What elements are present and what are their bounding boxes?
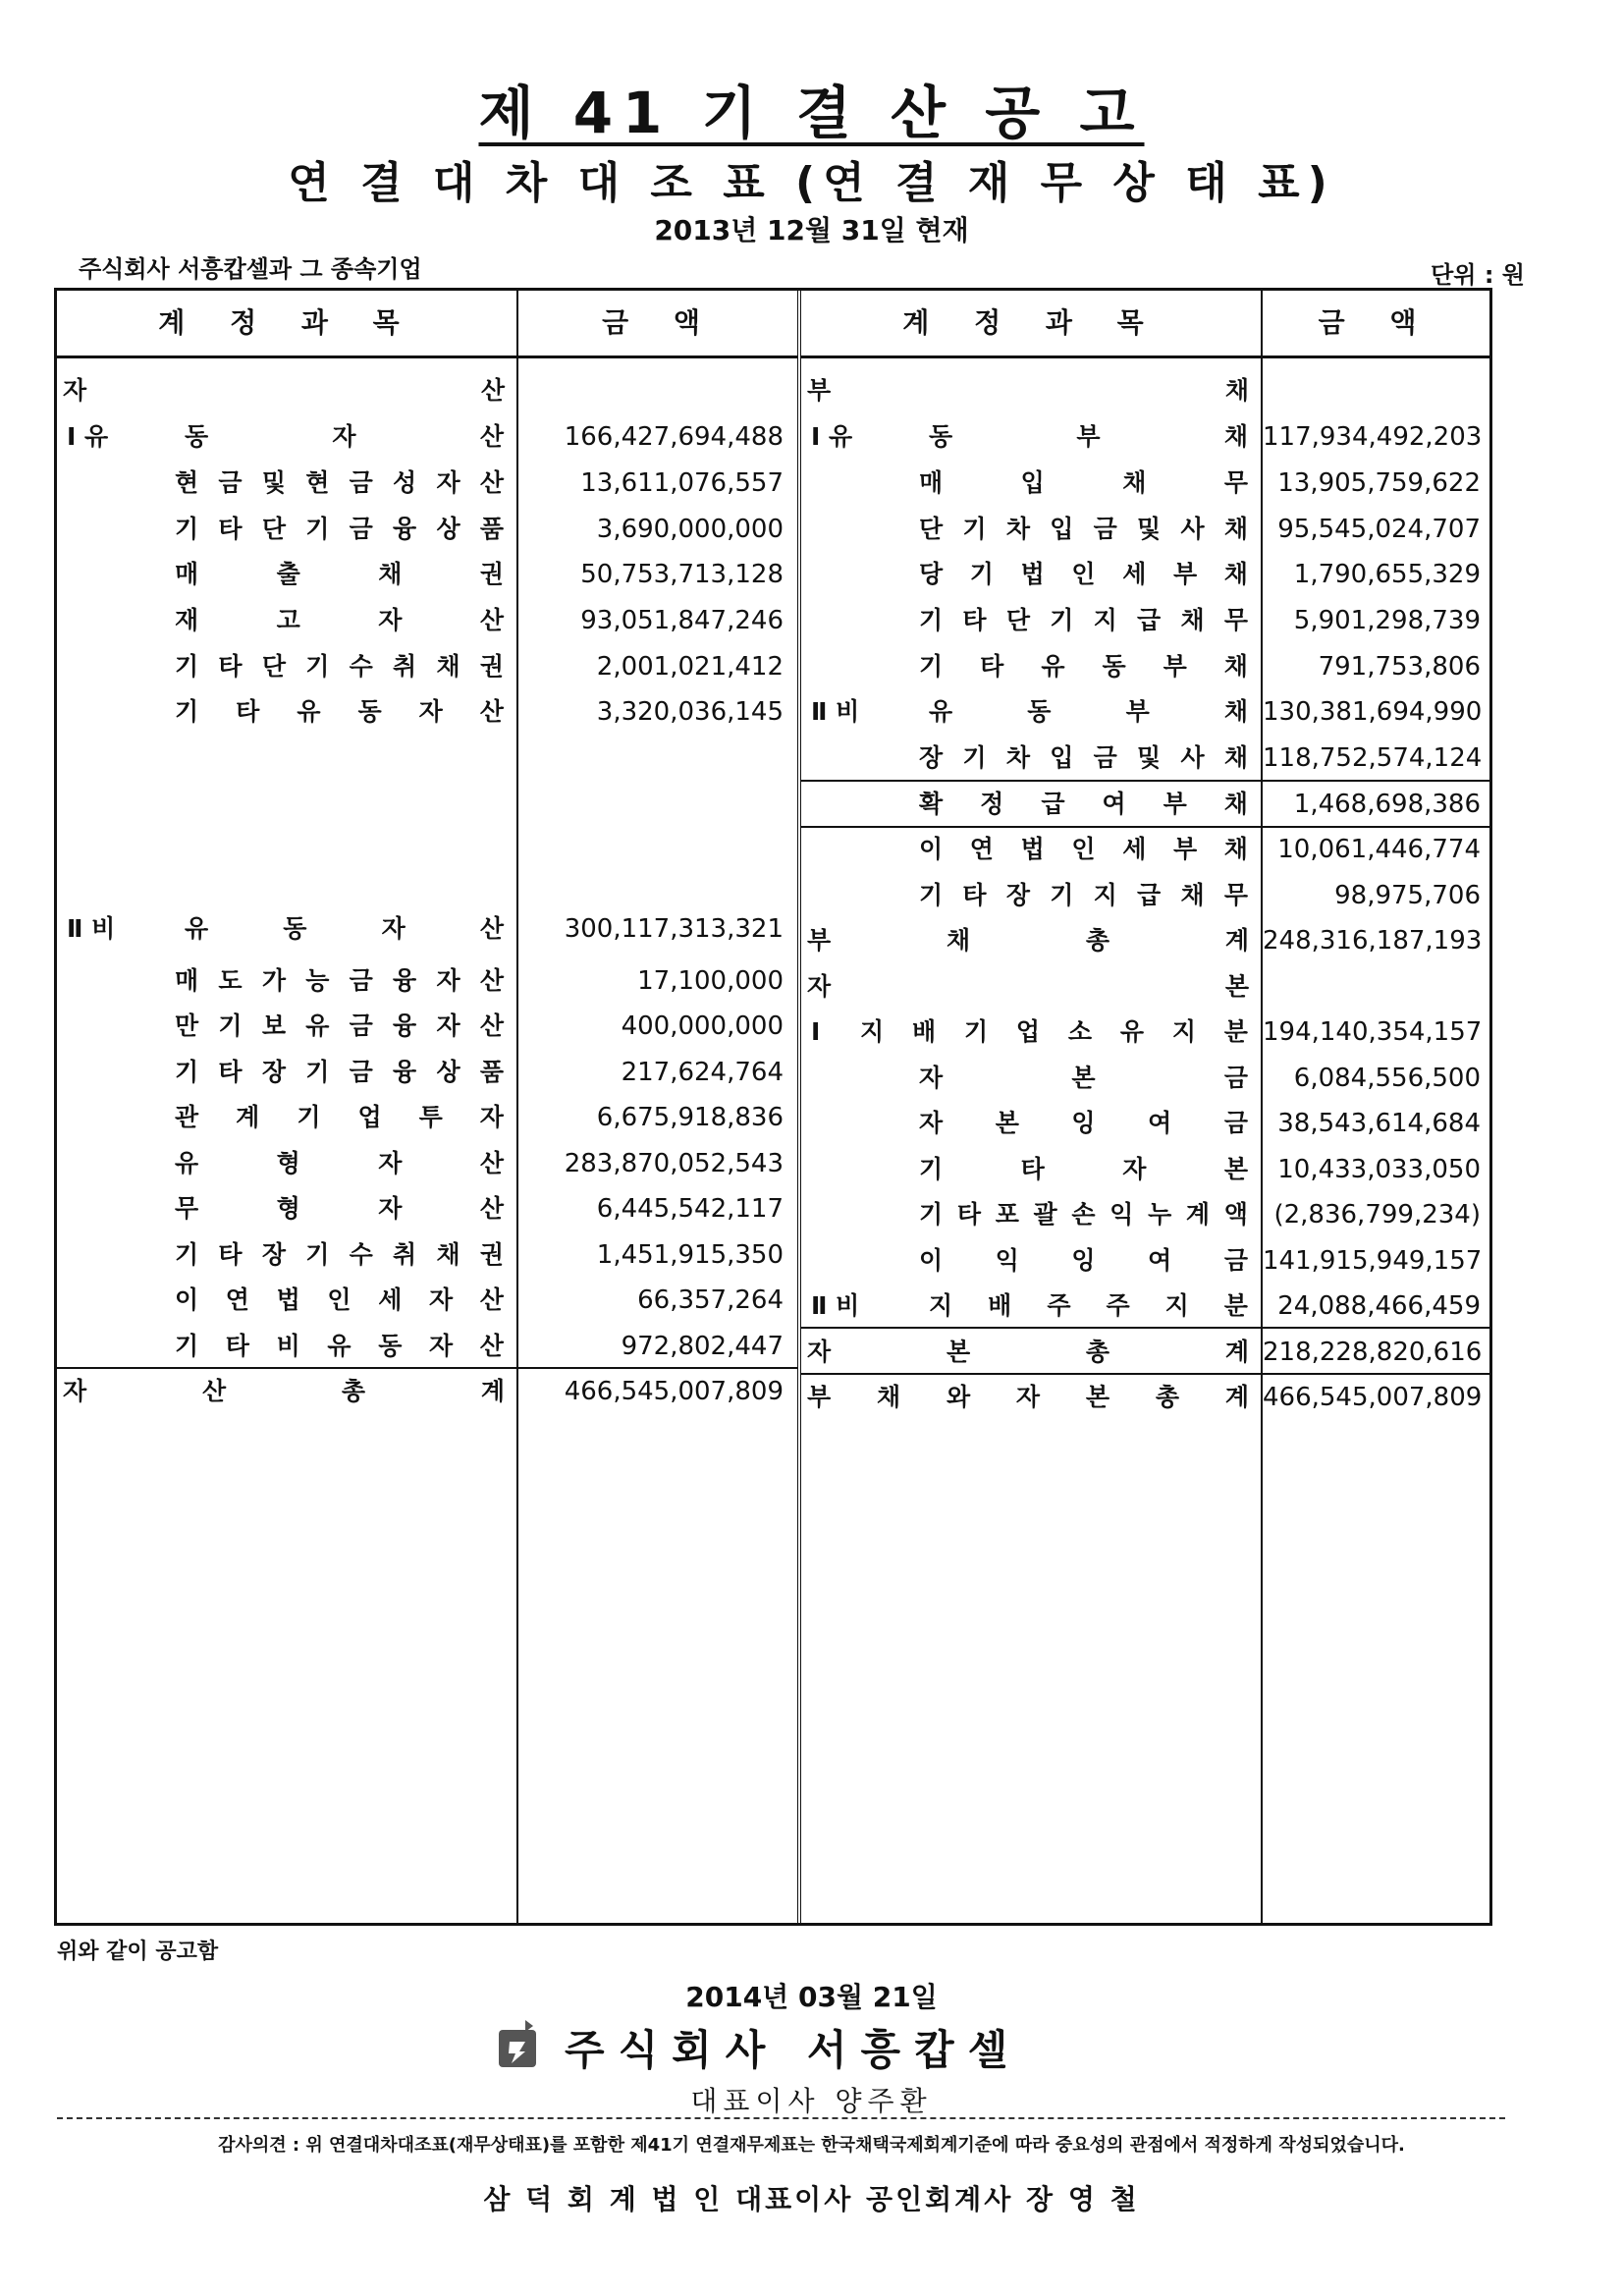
account-name: 매 출 채 권 <box>175 560 504 588</box>
company-label: 주식회사 서흥캅셀과 그 종속기업 <box>79 255 422 283</box>
account-name: 기 타 단 기 지 급 채 무 <box>919 606 1248 634</box>
account-amount <box>1263 368 1481 413</box>
row-divider <box>801 1373 1489 1375</box>
table-row <box>57 461 797 506</box>
table-header <box>57 291 797 358</box>
account-amount: 118,752,574,124 <box>1263 743 1483 773</box>
table-row <box>801 873 1489 918</box>
account-name: 자 본 <box>807 972 1249 1001</box>
header-account: 계 정 과 목 <box>902 306 1162 339</box>
account-name: 자 본 총 계 <box>807 1338 1249 1366</box>
account-amount: 10,433,033,050 <box>1277 1155 1481 1184</box>
account-name: 관 계 기 업 투 자 <box>175 1103 504 1131</box>
account-amount: 5,901,298,739 <box>1293 606 1481 635</box>
account-amount: 1,468,698,386 <box>1293 790 1481 819</box>
account-amount: 2,001,021,412 <box>596 652 784 682</box>
account-name: 부 채 총 계 <box>807 926 1249 955</box>
liabilities-column <box>801 291 1489 1923</box>
account-name: 부 채 <box>807 376 1249 405</box>
account-amount: 93,051,847,246 <box>580 606 784 635</box>
table-row <box>801 552 1489 597</box>
account-name: 재 고 자 산 <box>175 606 504 634</box>
account-amount: 95,545,024,707 <box>1277 515 1481 544</box>
table-row <box>57 1186 797 1231</box>
account-name: 기 타 유 동 부 채 <box>919 652 1248 681</box>
account-name: 단 기 차 입 금 및 사 채 <box>919 515 1248 543</box>
table-row <box>801 964 1489 1010</box>
table-row <box>57 1232 797 1278</box>
table-row <box>57 552 797 597</box>
table-row <box>801 736 1489 781</box>
table-row <box>57 1324 797 1369</box>
account-amount: 466,545,007,809 <box>1263 1383 1483 1412</box>
divider <box>57 2117 1505 2119</box>
account-name: 지 배 주 주 지 분 <box>929 1291 1248 1320</box>
account-amount: 17,100,000 <box>637 966 784 996</box>
account-amount: 98,975,706 <box>1334 881 1481 910</box>
table-row <box>801 644 1489 689</box>
account-name: 자 산 총 계 <box>63 1377 505 1405</box>
table-row <box>801 368 1489 413</box>
company-logo-icon <box>496 2018 545 2071</box>
table-row <box>801 414 1489 460</box>
report-date: 2013년 12월 31일 현재 <box>654 214 969 246</box>
account-amount: 10,061,446,774 <box>1277 835 1481 864</box>
table-row <box>801 1375 1489 1420</box>
row-divider <box>57 1367 797 1369</box>
account-amount: 1,790,655,329 <box>1293 560 1481 589</box>
account-name: 기 타 장 기 금 융 상 품 <box>175 1058 504 1086</box>
account-name: 기 타 장 기 지 급 채 무 <box>919 881 1248 909</box>
account-amount: 972,802,447 <box>621 1332 784 1361</box>
table-row <box>801 1147 1489 1192</box>
table-row <box>801 827 1489 872</box>
table-row <box>57 507 797 552</box>
account-name: 무 형 자 산 <box>175 1194 504 1223</box>
table-row <box>57 1369 797 1414</box>
account-name: 자 본 잉 여 금 <box>919 1109 1248 1137</box>
account-amount: 166,427,694,488 <box>564 422 784 452</box>
ceo-name: 대표이사 양주환 <box>690 2085 933 2117</box>
table-row <box>57 1004 797 1049</box>
account-amount: 466,545,007,809 <box>564 1377 784 1406</box>
table-row <box>801 1238 1489 1284</box>
account-amount: (2,836,799,234) <box>1273 1200 1481 1230</box>
table-row <box>801 1330 1489 1375</box>
balance-sheet-table <box>54 288 1492 1926</box>
table-row <box>801 598 1489 643</box>
sign-date: 2014년 03월 21일 <box>685 1981 938 2013</box>
table-row <box>57 1278 797 1323</box>
account-amount: 130,381,694,990 <box>1263 697 1483 727</box>
account-name: 기 타 단 기 수 취 채 권 <box>175 652 504 681</box>
account-amount: 38,543,614,684 <box>1277 1109 1481 1138</box>
row-divider <box>801 780 1489 782</box>
account-amount <box>518 368 784 413</box>
table-row <box>57 644 797 689</box>
table-row <box>801 1192 1489 1237</box>
table-row <box>801 1101 1489 1146</box>
account-amount: 66,357,264 <box>637 1285 784 1315</box>
account-amount: 50,753,713,128 <box>580 560 784 589</box>
account-amount: 13,611,076,557 <box>580 468 784 498</box>
account-name: 자 산 <box>63 376 505 405</box>
table-row <box>57 958 797 1004</box>
table-header <box>801 291 1489 358</box>
account-name: 확 정 급 여 부 채 <box>919 790 1248 818</box>
account-name: 이 연 법 인 세 부 채 <box>919 835 1248 863</box>
company-name: 주식회사 서흥캅셀 <box>565 2026 1022 2074</box>
account-amount: 24,088,466,459 <box>1277 1291 1481 1321</box>
table-row <box>57 1050 797 1095</box>
auditor-signature: 삼 덕 회 계 법 인 대표이사 공인회계사 장 영 철 <box>483 2183 1140 2215</box>
section-numeral: Ⅰ 유 <box>67 422 109 451</box>
account-name: 당 기 법 인 세 부 채 <box>919 560 1248 588</box>
account-name: 매 도 가 능 금 융 자 산 <box>175 966 504 995</box>
table-row <box>801 507 1489 552</box>
table-row <box>801 782 1489 827</box>
section-numeral: Ⅰ 유 <box>811 422 853 451</box>
account-amount: 3,690,000,000 <box>596 515 784 544</box>
account-name: 유 형 자 산 <box>175 1149 504 1177</box>
table-row <box>801 1056 1489 1101</box>
account-name: 자 본 금 <box>919 1064 1248 1092</box>
section-numeral: Ⅰ <box>811 1017 821 1046</box>
account-name: 기 타 자 본 <box>919 1155 1248 1183</box>
account-name: 유 동 자 산 <box>185 914 504 943</box>
account-name: 이 연 법 인 세 자 산 <box>175 1285 504 1314</box>
table-row <box>57 906 797 952</box>
account-name: 매 입 채 무 <box>919 468 1248 497</box>
notice-text: 위와 같이 공고함 <box>57 1940 219 1964</box>
section-numeral: Ⅱ 비 <box>67 914 116 943</box>
account-name: 동 자 산 <box>185 422 504 451</box>
account-amount: 3,320,036,145 <box>596 697 784 727</box>
table-row <box>801 1284 1489 1329</box>
row-divider <box>801 826 1489 828</box>
table-row <box>801 918 1489 963</box>
audit-opinion: 감사의견 : 위 연결대차대조표(재무상태표)를 포함한 제41기 연결재무제표는 한국채택국제회계기준에 따라 중요성의 관점에서 적정하게 작성되었습니다. <box>218 2135 1405 2156</box>
account-name: 지 배 기 업 소 유 지 분 <box>860 1017 1248 1046</box>
account-amount <box>1263 964 1481 1010</box>
account-amount: 6,445,542,117 <box>596 1194 784 1224</box>
account-name: 기 타 장 기 수 취 채 권 <box>175 1240 504 1269</box>
account-amount: 6,084,556,500 <box>1293 1064 1481 1093</box>
section-numeral: Ⅱ 비 <box>811 697 860 726</box>
table-row <box>57 1095 797 1140</box>
table-row <box>57 1141 797 1186</box>
account-name: 만 기 보 유 금 융 자 산 <box>175 1011 504 1040</box>
row-divider <box>801 1327 1489 1329</box>
account-name: 장 기 차 입 금 및 사 채 <box>919 743 1248 772</box>
account-amount: 1,451,915,350 <box>596 1240 784 1270</box>
page-subtitle: 연 결 대 차 대 조 표 (연 결 재 무 상 태 표) <box>288 158 1335 208</box>
table-row <box>801 461 1489 506</box>
table-row <box>57 689 797 735</box>
account-name: 현 금 및 현 금 성 자 산 <box>175 468 504 497</box>
section-numeral: Ⅱ 비 <box>811 1291 860 1320</box>
table-row <box>57 414 797 460</box>
account-amount: 117,934,492,203 <box>1263 422 1483 452</box>
account-amount: 400,000,000 <box>621 1011 784 1041</box>
account-name: 기 타 비 유 동 자 산 <box>175 1332 504 1360</box>
assets-column <box>57 291 801 1923</box>
header-amount: 금 액 <box>1318 306 1434 339</box>
account-amount: 13,905,759,622 <box>1277 468 1481 498</box>
account-amount: 218,228,820,616 <box>1263 1338 1483 1367</box>
account-name: 기 타 유 동 자 산 <box>175 697 504 726</box>
page-title: 제 41 기 결 산 공 고 <box>478 80 1145 146</box>
unit-label: 단위 : 원 <box>1431 261 1525 289</box>
header-account: 계 정 과 목 <box>158 306 417 339</box>
account-name: 동 부 채 <box>929 422 1248 451</box>
header-amount: 금 액 <box>602 306 718 339</box>
table-row <box>57 368 797 413</box>
account-name: 유 동 부 채 <box>929 697 1248 726</box>
account-name: 부 채 와 자 본 총 계 <box>807 1383 1249 1411</box>
account-amount: 248,316,187,193 <box>1263 926 1483 956</box>
table-row <box>801 1010 1489 1055</box>
account-name: 이 익 잉 여 금 <box>919 1246 1248 1275</box>
account-amount: 194,140,354,157 <box>1263 1017 1483 1047</box>
account-amount: 791,753,806 <box>1318 652 1481 682</box>
account-amount: 283,870,052,543 <box>564 1149 784 1178</box>
account-amount: 141,915,949,157 <box>1263 1246 1483 1276</box>
account-name: 기 타 포 괄 손 익 누 계 액 <box>919 1200 1248 1229</box>
account-amount: 300,117,313,321 <box>564 914 784 944</box>
account-name: 기 타 단 기 금 융 상 품 <box>175 515 504 543</box>
account-amount: 217,624,764 <box>621 1058 784 1087</box>
table-row <box>57 598 797 643</box>
table-row <box>801 689 1489 735</box>
account-amount: 6,675,918,836 <box>596 1103 784 1132</box>
